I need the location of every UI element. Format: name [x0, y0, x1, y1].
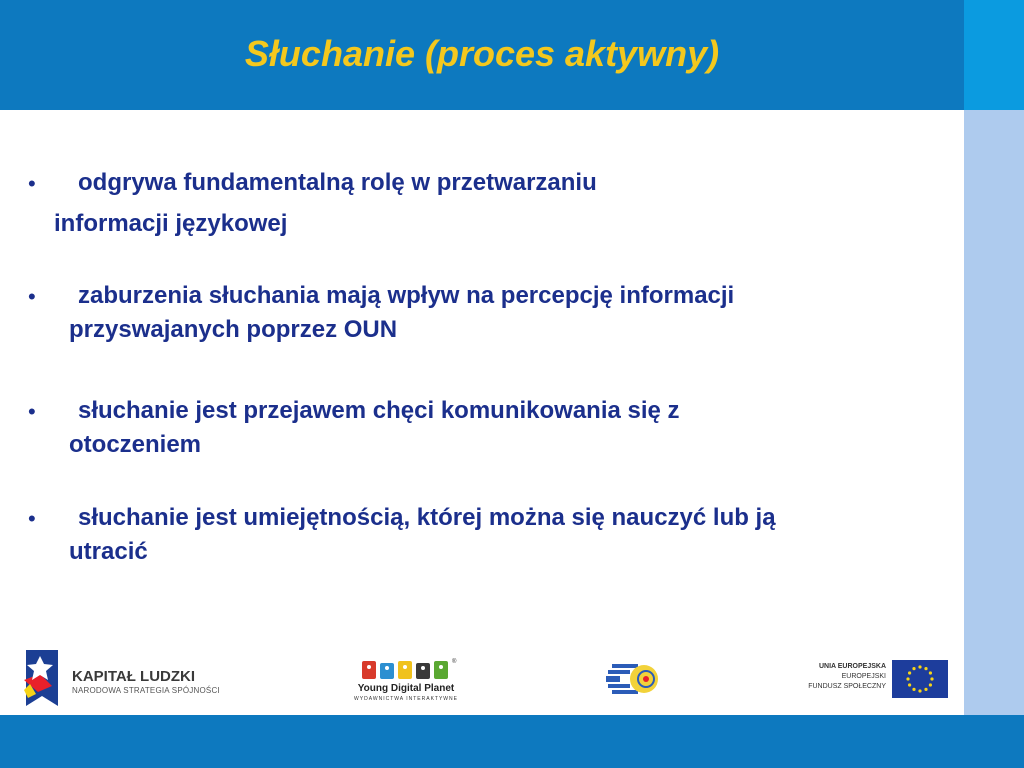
kapital-ludzki-logo [20, 646, 220, 710]
header-corner [964, 0, 1024, 110]
kapital-ludzki-emblem-icon [20, 646, 64, 710]
bullet-line: informacji językowej [54, 210, 288, 237]
kapital-ludzki-subtitle: NARODOWA STRATEGIA SPÓJNOŚCI [72, 686, 220, 695]
kapital-ludzki-title: KAPITAŁ LUDZKI [72, 668, 196, 685]
bullet-marker: • [28, 506, 36, 531]
bullet-marker: • [28, 284, 36, 309]
bullet-line: słuchanie jest przejawem chęci komunikowania się z [78, 397, 680, 424]
ydp-registered-mark: ® [452, 659, 457, 665]
bullet-line: przyswajanych poprzez OUN [69, 316, 398, 343]
footer-bar [0, 715, 1024, 768]
bullet-marker: • [28, 171, 36, 196]
ydp-subtitle: WYDAWNICTWA INTERAKTYWNE [354, 696, 458, 702]
eu-line-3: FUNDUSZ SPOŁECZNY [808, 683, 886, 690]
slide-title: Słuchanie (proces aktywny) [244, 33, 720, 74]
ydp-name: Young Digital Planet [357, 683, 455, 694]
bullet-line: zaburzenia słuchania mają wpływ na percepcję informacji [78, 282, 735, 309]
bullet-line: słuchanie jest umiejętnością, której można się nauczyć lub ją [78, 504, 776, 531]
eu-line-2: EUROPEJSKI [841, 673, 886, 680]
ydp-characters-icon [352, 655, 462, 683]
eu-flag-icon [892, 660, 948, 698]
bullet-marker: • [28, 399, 36, 424]
side-strip [964, 110, 1024, 715]
eu-line-1: UNIA EUROPEJSKA [818, 663, 886, 670]
partner-logo [604, 658, 660, 700]
bullet-line: otoczeniem [69, 431, 202, 458]
young-digital-planet-logo [352, 655, 462, 705]
eu-text [806, 662, 886, 692]
bullet-line: utracić [69, 538, 148, 565]
eu-logo [806, 658, 951, 702]
partner-emblem-icon [604, 658, 660, 700]
bullet-line: odgrywa fundamentalną rolę w przetwarzaniu [78, 169, 597, 196]
